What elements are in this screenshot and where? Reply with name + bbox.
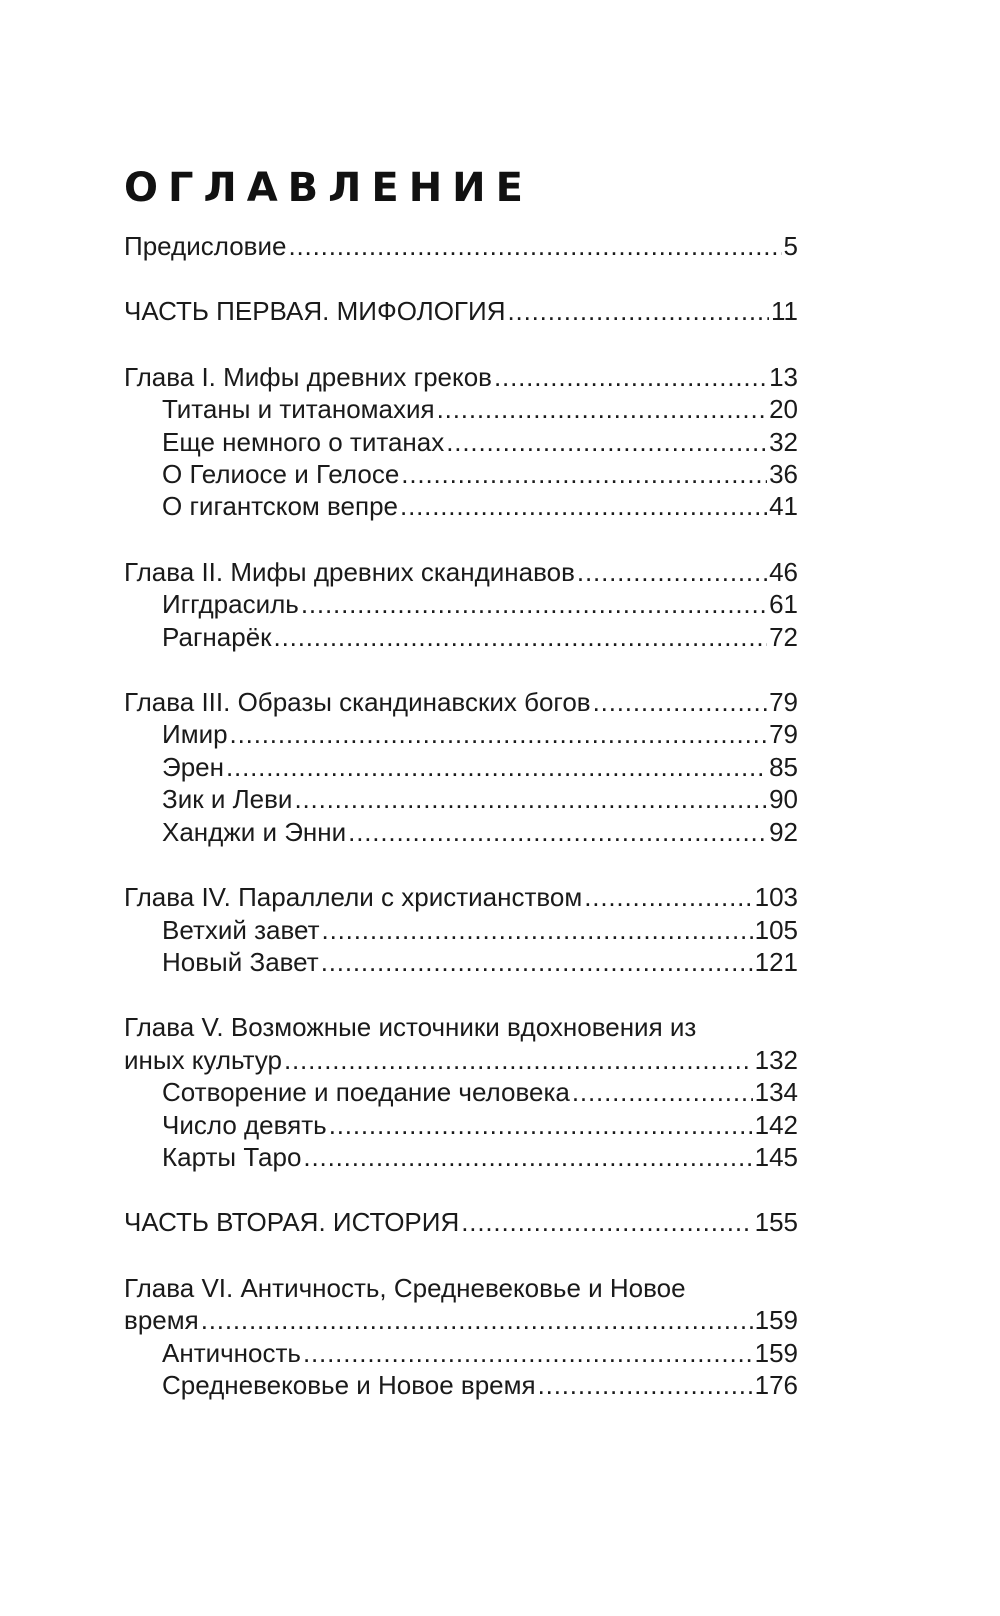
leader-dots <box>228 718 768 750</box>
toc-entry-title: Имир <box>162 719 228 750</box>
toc-subentry[interactable] <box>124 1369 798 1401</box>
leader-dots <box>459 1206 752 1238</box>
toc-entry-page: 159 <box>754 1305 798 1336</box>
toc-entry-title: Ветхий завет <box>162 914 320 945</box>
toc-entry-page: 13 <box>769 361 798 392</box>
toc-entry-title: Новый Завет <box>162 946 319 977</box>
toc-section-part2 <box>124 1206 798 1238</box>
toc-entry-title: Зик и Леви <box>162 784 293 815</box>
toc-subentry[interactable] <box>124 751 798 783</box>
toc-entry-title-line[interactable]: Глава V. Возможные источники вдохновения из <box>124 1012 697 1043</box>
toc-entry-title: Ханджи и Энни <box>162 816 347 847</box>
toc-entry[interactable] <box>124 295 798 327</box>
toc-entry-page: 46 <box>769 556 798 587</box>
toc-entry-title: О Гелиосе и Гелосе <box>162 459 400 490</box>
toc-entry-title-line[interactable]: Глава VI. Античность, Средневековье и Новое <box>124 1272 686 1303</box>
leader-dots <box>444 426 767 458</box>
toc-section-chapter-5 <box>124 1011 798 1173</box>
toc-entry-page: 61 <box>769 589 798 620</box>
toc-section-preface <box>124 230 798 262</box>
toc-entry-title: Титаны и титаномахия <box>162 394 435 425</box>
toc-subentry[interactable] <box>124 1141 798 1173</box>
toc-entry-title: Эрен <box>162 751 224 782</box>
toc-entry-title: Рагнарёк <box>162 621 272 652</box>
toc-section-chapter-6 <box>124 1272 798 1402</box>
toc-entry[interactable] <box>124 686 798 718</box>
toc-entry-title: Иггдрасиль <box>162 589 299 620</box>
toc-entry-title: О гигантском вепре <box>162 491 399 522</box>
toc-subentry[interactable] <box>124 1337 798 1369</box>
toc-entry-title: Число девять <box>162 1109 327 1140</box>
leader-dots <box>570 1076 753 1108</box>
toc-entry[interactable] <box>124 1304 798 1336</box>
toc-entry-page: 72 <box>769 621 798 652</box>
toc-entry-title: Глава II. Мифы древних скандинавов <box>124 556 575 587</box>
toc-section-chapter-1 <box>124 361 798 523</box>
table-of-contents <box>124 160 798 1434</box>
toc-entry-title: Сотворение и поедание человека <box>162 1077 570 1108</box>
toc-section-chapter-3 <box>124 686 798 848</box>
toc-entry-page: 79 <box>769 687 798 718</box>
leader-dots <box>398 490 767 522</box>
leader-dots <box>199 1304 753 1336</box>
leader-dots <box>301 1337 753 1369</box>
leader-dots <box>286 230 781 262</box>
leader-dots <box>299 588 767 620</box>
leader-dots <box>282 1044 753 1076</box>
toc-subentry[interactable] <box>124 588 798 620</box>
toc-section-chapter-4 <box>124 881 798 978</box>
leader-dots <box>224 751 767 783</box>
leader-dots <box>327 1109 753 1141</box>
page-title: ОГЛАВЛЕНИЕ <box>124 165 533 211</box>
toc-entry-page: 176 <box>754 1369 798 1400</box>
leader-dots <box>301 1141 752 1173</box>
leader-dots <box>591 686 767 718</box>
toc-entry-page: 79 <box>769 719 798 750</box>
toc-entry-title: Средневековье и Новое время <box>162 1369 536 1400</box>
toc-entry-page: 36 <box>769 459 798 490</box>
toc-entry-title: Карты Таро <box>162 1141 302 1172</box>
toc-entry-page: 155 <box>754 1207 798 1238</box>
toc-entry-page: 142 <box>754 1109 798 1140</box>
leader-dots <box>435 393 767 425</box>
toc-subentry[interactable] <box>124 783 798 815</box>
toc-entry-title: ЧАСТЬ ПЕРВАЯ. МИФОЛОГИЯ <box>124 296 506 327</box>
toc-subentry[interactable] <box>124 458 798 490</box>
leader-dots <box>272 621 768 653</box>
leader-dots <box>536 1369 753 1401</box>
toc-entry-page: 132 <box>754 1044 798 1075</box>
toc-entry-page: 92 <box>769 816 798 847</box>
toc-entry-title: Глава IV. Параллели с христианством <box>124 882 583 913</box>
toc-entry-title: Глава III. Образы скандинавских богов <box>124 687 591 718</box>
toc-section-part1 <box>124 295 798 327</box>
toc-subentry[interactable] <box>124 914 798 946</box>
toc-entry-page: 121 <box>754 946 798 977</box>
toc-entry-page: 5 <box>783 231 798 261</box>
toc-entry-title: иных культур <box>124 1044 282 1075</box>
toc-subentry[interactable] <box>124 621 798 653</box>
toc-subentry[interactable] <box>124 490 798 522</box>
leader-dots <box>346 816 767 848</box>
toc-subentry[interactable] <box>124 718 798 750</box>
leader-dots <box>399 458 767 490</box>
toc-section-chapter-2 <box>124 556 798 653</box>
toc-entry-page: 20 <box>769 394 798 425</box>
toc-entry-page: 85 <box>769 751 798 782</box>
toc-entry-title: Еще немного о титанах <box>162 426 445 457</box>
toc-entry-page: 134 <box>754 1077 798 1108</box>
leader-dots <box>492 361 767 393</box>
leader-dots <box>575 556 767 588</box>
toc-entry-page: 32 <box>769 426 798 457</box>
toc-entry[interactable] <box>124 1206 798 1238</box>
toc-entry-page: 103 <box>754 882 798 913</box>
toc-entry[interactable] <box>124 361 798 393</box>
toc-subentry[interactable] <box>124 946 798 978</box>
toc-entry-page: 41 <box>769 491 798 522</box>
leader-dots <box>505 295 769 327</box>
toc-entry[interactable] <box>124 881 798 913</box>
toc-entry[interactable] <box>124 1044 798 1076</box>
toc-subentry[interactable] <box>124 1076 798 1108</box>
toc-entry-page: 159 <box>754 1337 798 1368</box>
toc-entry-title: Глава I. Мифы древних греков <box>124 361 492 392</box>
toc-entry-title: Античность <box>162 1337 301 1368</box>
toc-subentry[interactable] <box>124 1109 798 1141</box>
leader-dots <box>319 946 753 978</box>
leader-dots <box>320 914 753 946</box>
toc-subentry[interactable] <box>124 816 798 848</box>
toc-entry[interactable] <box>124 556 798 588</box>
toc-subentry[interactable] <box>124 393 798 425</box>
leader-dots <box>292 783 767 815</box>
toc-entry-page: 90 <box>769 784 798 815</box>
toc-entry-title: ЧАСТЬ ВТОРАЯ. ИСТОРИЯ <box>124 1207 460 1238</box>
toc-entry-page: 11 <box>771 296 798 327</box>
leader-dots <box>582 881 752 913</box>
toc-entry-page: 105 <box>754 914 798 945</box>
toc-entry[interactable] <box>124 230 798 262</box>
toc-entry-title: Предисловие <box>124 231 287 261</box>
toc-entry-title: время <box>124 1305 199 1336</box>
toc-entry-page: 145 <box>754 1141 798 1172</box>
toc-subentry[interactable] <box>124 426 798 458</box>
